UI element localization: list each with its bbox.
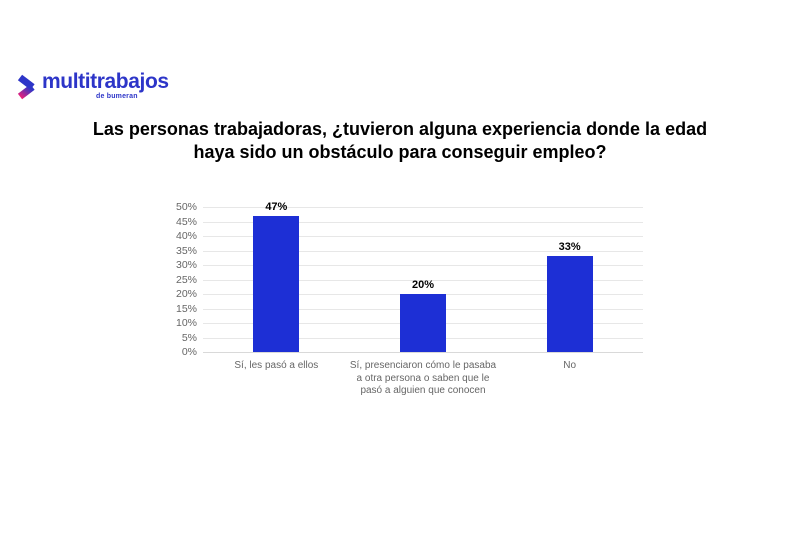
- bar-value-label: 33%: [558, 241, 581, 254]
- gridline: [203, 352, 643, 353]
- y-axis-tick-label: 5%: [181, 331, 197, 344]
- y-axis-tick-label: 50%: [175, 201, 197, 213]
- bar-chart: [175, 200, 643, 396]
- y-axis-tick-label: 30%: [175, 259, 197, 271]
- y-axis-tick-label: 10%: [175, 317, 197, 329]
- bar: [400, 294, 446, 352]
- x-axis-category-label: No: [563, 360, 577, 371]
- title-line-2: haya sido un obstáculo para conseguir empleo?: [193, 142, 607, 162]
- logo-brand-text: multitrabajos: [42, 70, 169, 93]
- y-axis-tick-label: 0%: [181, 346, 197, 358]
- logo-subtitle-text: de bumeran: [96, 93, 138, 100]
- x-axis-category-label: Sí, presenciaron cómo le pasaba a otra persona o saben que le pasó a alguien que conocen: [349, 360, 497, 396]
- x-axis-category-label: Sí, les pasó a ellos: [234, 360, 319, 371]
- bar: [547, 256, 593, 352]
- y-axis-tick-label: 15%: [175, 302, 197, 315]
- bar-value-label: 47%: [265, 200, 288, 213]
- y-axis-tick-label: 20%: [175, 288, 197, 300]
- y-axis-tick-label: 25%: [175, 273, 197, 286]
- y-axis-tick-label: 45%: [175, 215, 197, 228]
- bar: [253, 216, 299, 352]
- multitrabajos-chevron-icon: [15, 73, 39, 101]
- logo-wordmark: [42, 70, 169, 100]
- multitrabajos-logo: [15, 70, 169, 101]
- title-line-1: Las personas trabajadoras, ¿tuvieron alguna experiencia donde la edad: [92, 119, 708, 139]
- bar-value-label: 20%: [411, 279, 435, 291]
- y-axis-tick-label: 35%: [175, 244, 197, 257]
- chart-question-title: [0, 118, 800, 164]
- y-axis-tick-label: 40%: [175, 230, 197, 242]
